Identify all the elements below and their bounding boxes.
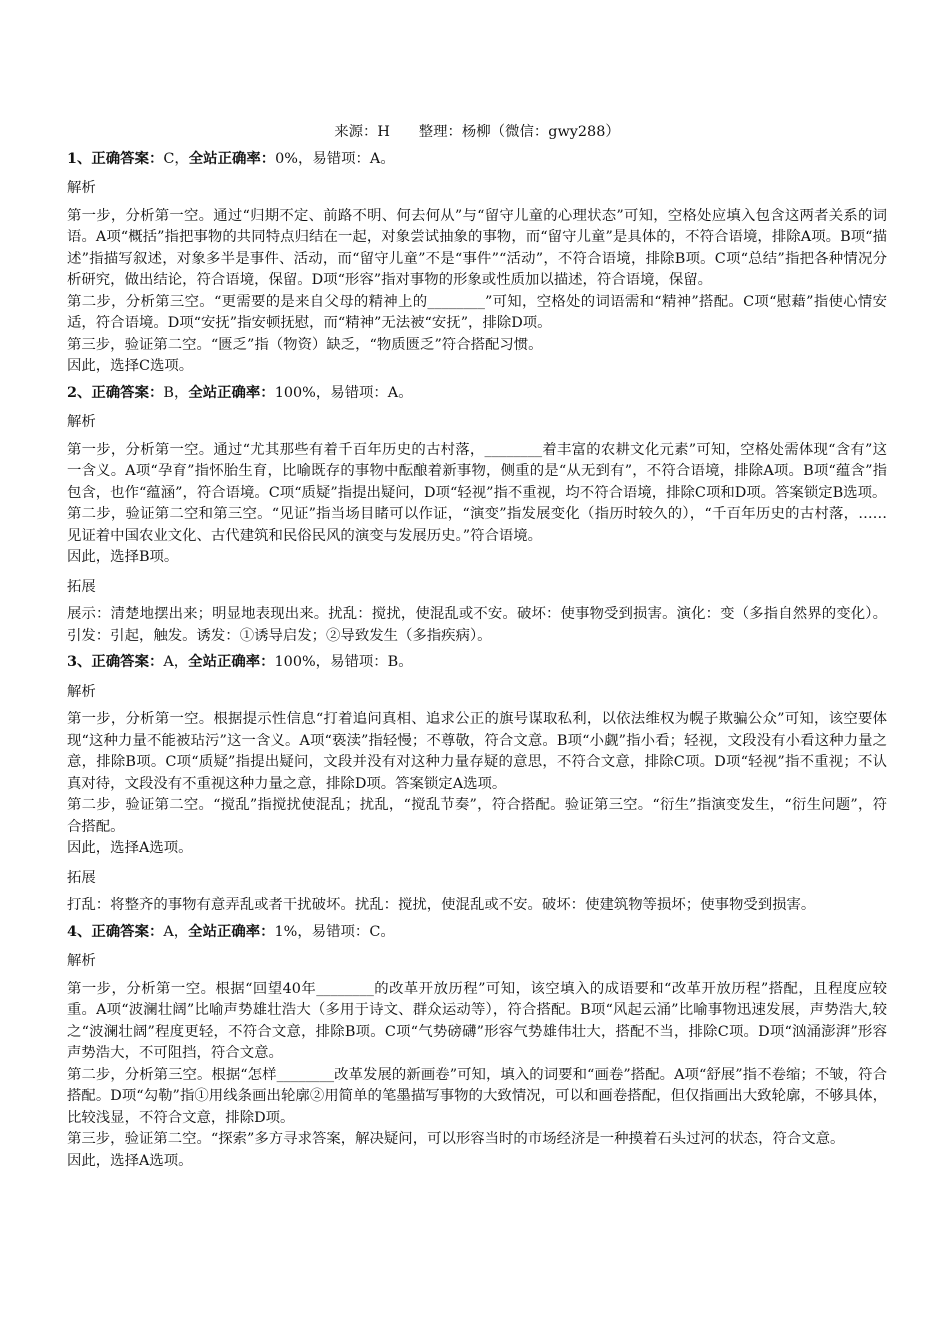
analysis-paragraph: 因此，选择C选项。: [67, 358, 194, 374]
analysis-paragraph: 第二步，验证第二空。“搅乱”指搅扰使混乱；扰乱，“搅乱节奏”，符合搭配。验证第三空。“衍生”指演变发生，“衍生问题”，符合搭配。: [67, 797, 887, 835]
analysis-paragraph: 第三步，验证第二空。“匮乏”指（物资）缺乏，“物质匮乏”符合搭配习惯。: [67, 336, 543, 353]
extension-label: 拓展: [67, 578, 96, 595]
extension-paragraph: 打乱：将整齐的事物有意弄乱或者干扰破坏。扰乱：搅扰，使混乱或不安。破坏：使建筑物等损坏；使事物受到损害。: [67, 897, 816, 913]
source-line: 来源：H 整理：杨柳（微信：gwy288）: [334, 124, 620, 140]
question-1: [67, 148, 887, 378]
question-3: [67, 651, 887, 917]
question-4: [67, 921, 887, 1173]
analysis-paragraph: 第一步，分析第一空。通过“归期不定、前路不明、何去何从”与“留守儿童的心理状态”可知，空格处应填入包含这两者关系的词语。A项“概括”指把事物的共同特点归结在一起，对象尝试抽象的事物，而“留守儿童”是具体的，不符合语境，排除A项。B项“描述”指描写叙述，对象多半是事件、活动，而“留守儿童”不是“事件”“活动”，不符合语境，排除B项。C项“总结”指把各种情况分析研究，做出结论，符合语境，保留。D项“形容”指对事物的形象或性质加以描述，符合语境，保留。: [67, 207, 887, 288]
analysis-paragraph: 第二步，分析第三空。“更需要的是来自父母的精神上的________”可知，空格处的词语需和“精神”搭配。C项“慰藉”指使心情安适，符合语境。D项“安抚”指安顿抚慰，而“精神”无法被“安抚”，排除D项。: [67, 293, 887, 331]
analysis-label: 解析: [67, 683, 96, 700]
answer-header: 4、正确答案：A，全站正确率：1%，易错项：C。: [67, 922, 395, 940]
question-2: [67, 382, 887, 648]
analysis-label: 解析: [67, 953, 96, 969]
answer-header: 2、正确答案：B，全站正确率：100%，易错项：A。: [67, 383, 413, 401]
analysis-label: 解析: [67, 414, 96, 430]
analysis-paragraph: 第二步，验证第二空和第三空。“见证”指当场目睹可以作证，“演变”指发展变化（指历时较久的），“千百年历史的古村落，……见证着中国农业文化、古代建筑和民俗民风的演变与发展历史。”符合语境。: [67, 506, 887, 544]
analysis-paragraph: 因此，选择A选项。: [67, 840, 193, 856]
analysis-paragraph: 第三步，验证第二空。“探索”多方寻求答案，解决疑问，可以形容当时的市场经济是一种摸着石头过河的状态，符合文意。: [67, 1131, 845, 1147]
analysis-label: 解析: [67, 180, 96, 196]
analysis-paragraph: 第一步，分析第一空。根据“回望40年________的改革开放历程”可知，该空填入的成语要和“改革开放历程”搭配，且程度应较重。A项“波澜壮阔”比喻声势雄壮浩大（多用于诗文、群众运动等），符合搭配。B项“风起云涌”比喻事物迅速发展，声势浩大,较之“波澜壮阔”程度更轻，不符合文意，排除B项。C项“气势磅礴”形容气势雄伟壮大，搭配不当，排除C项。D项“汹涌澎湃”形容声势浩大，不可阻挡，符合文意。: [67, 980, 887, 1061]
answer-header: 1、正确答案：C，全站正确率：0%，易错项：A。: [67, 149, 395, 167]
answer-header: 3、正确答案：A，全站正确率：100%，易错项：B。: [67, 653, 413, 670]
analysis-paragraph: 第一步，分析第一空。通过“尤其那些有着千百年历史的古村落，________着丰富的农耕文化元素”可知，空格处需体现“含有”这一含义。A项“孕育”指怀胎生育，比喻既存的事物中酝酿着新事物，侧重的是“从无到有”，不符合语境，排除A项。B项“蕴含”指包含，也作“蕴涵”，符合语境。C项“质疑”指提出疑问，D项“轻视”指不重视，均不符合语境，排除C项和D项。答案锁定B选项。: [67, 441, 887, 501]
analysis-paragraph: 因此，选择A选项。: [67, 1152, 193, 1169]
extension-paragraph: 展示：清楚地摆出来；明显地表现出来。扰乱：搅扰，使混乱或不安。破坏：使事物受到损害。演化：变（多指自然界的变化）。引发：引起，触发。诱发：①诱导启发；②导致发生（多指疾病）。: [67, 606, 887, 644]
analysis-paragraph: 第二步，分析第三空。根据“怎样________改革发展的新画卷”可知，填入的词要和“画卷”搭配。A项“舒展”指不卷缩；不皱，符合搭配。D项“勾勒”指①用线条画出轮廓②用简单的笔墨描写事物的大致情况，可以和画卷搭配，但仅指画出大致轮廓，不够具体，比较浅显，不符合文意，排除D项。: [67, 1066, 887, 1126]
analysis-paragraph: 第一步，分析第一空。根据提示性信息“打着追问真相、追求公正的旗号谋取私利，以依法维权为幌子欺骗公众”可知，该空要体现“这种力量不能被玷污”这一含义。A项“亵渎”指轻慢；不尊敬，符合文意。B项“小觑”指小看；轻视，文段没有小看这种力量之意，排除B项。C项“质疑”指提出疑问，文段并没有对这种力量存疑的意思，不符合文意，排除C项。D项“轻视”指不重视；不认真对待，文段没有不重视这种力量之意，排除D项。答案锁定A选项。: [67, 711, 887, 792]
analysis-paragraph: 因此，选择B项。: [67, 549, 179, 565]
extension-label: 拓展: [67, 869, 96, 886]
document-page: [67, 122, 887, 1174]
